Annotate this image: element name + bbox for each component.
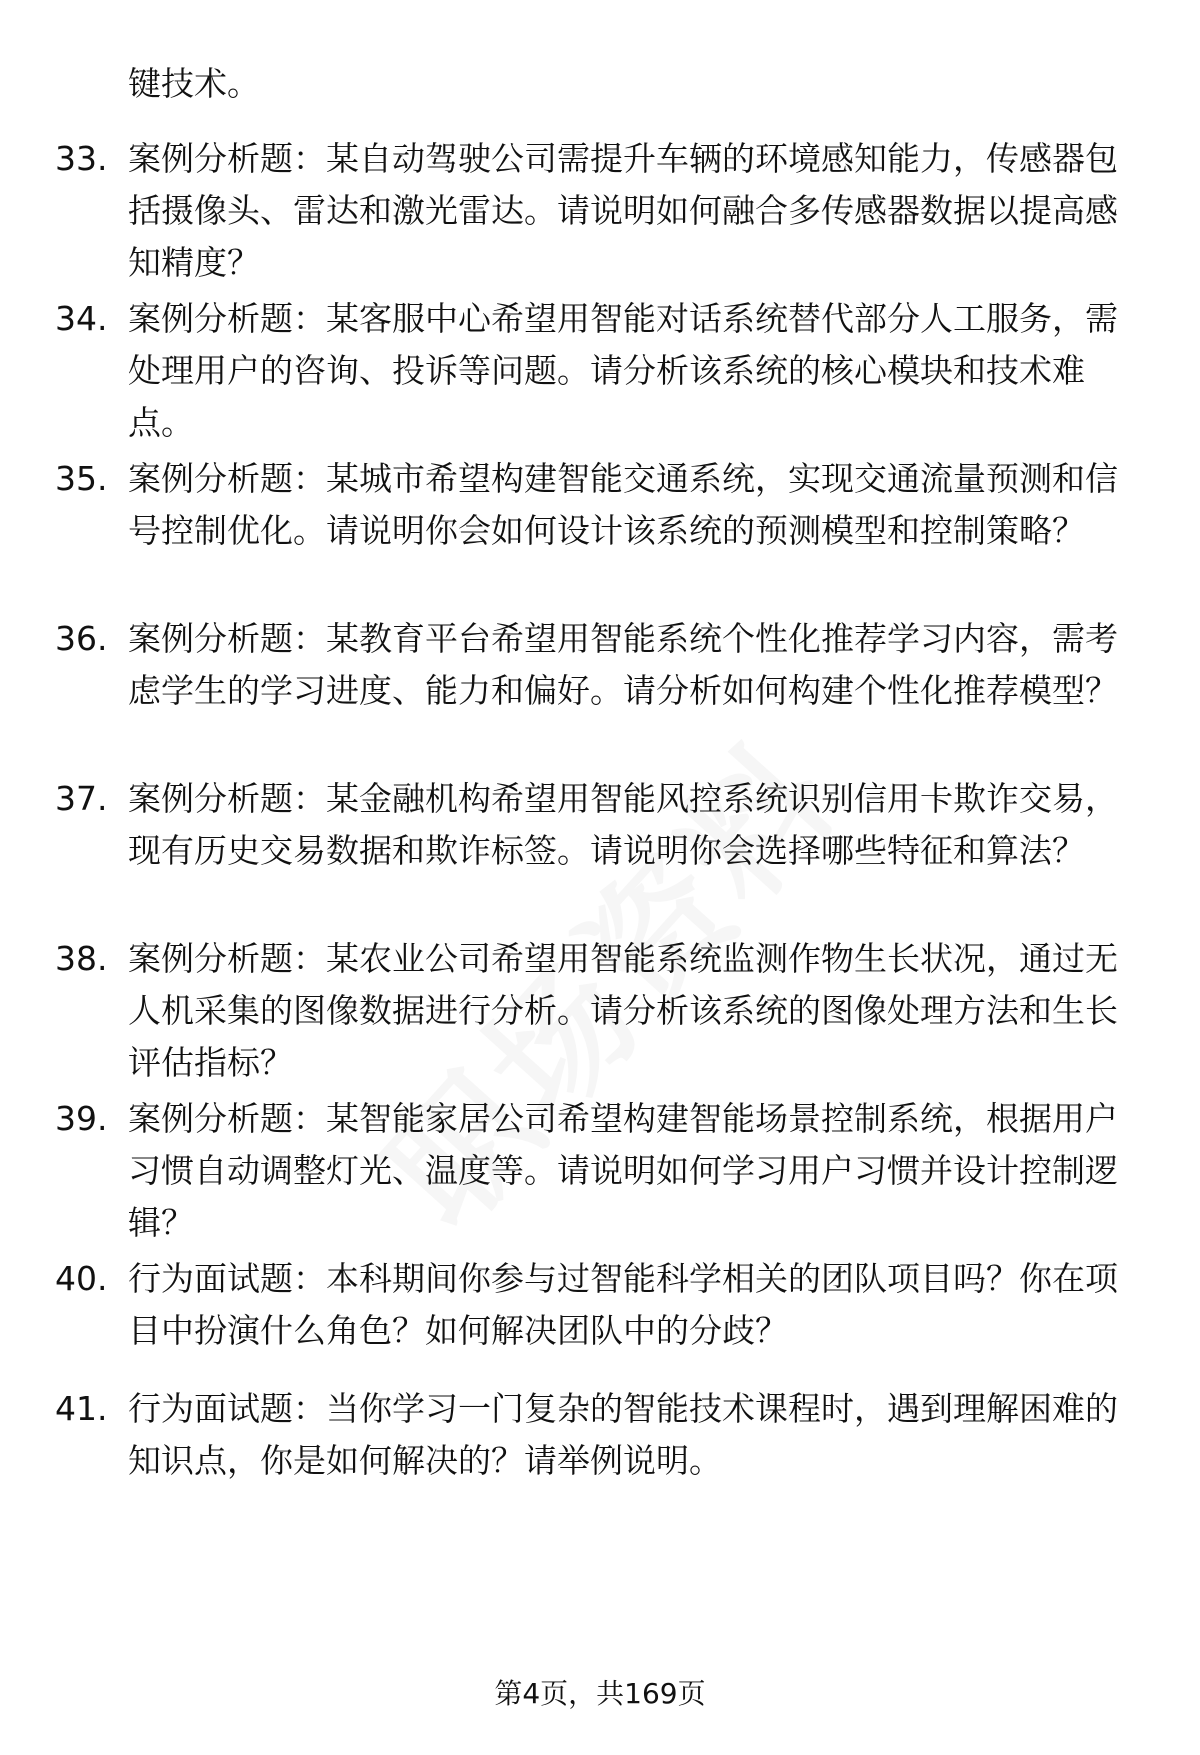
question-number: 36.: [55, 619, 108, 658]
question-number: 38.: [55, 939, 108, 978]
question-text: 案例分析题：某客服中心希望用智能对话系统替代部分人工服务，需处理用户的咨询、投诉等问题。请分析该系统的核心模块和技术难点。: [128, 299, 1118, 442]
question-number: 34.: [55, 299, 108, 338]
question-text: 案例分析题：某教育平台希望用智能系统个性化推荐学习内容，需考虑学生的学习进度、能力和偏好。请分析如何构建个性化推荐模型？: [128, 619, 1118, 710]
page-footer: 第4页，共169页: [494, 1677, 706, 1710]
question-number: 33.: [55, 139, 108, 178]
question-number: 41.: [55, 1389, 108, 1428]
question-text: 案例分析题：某智能家居公司希望构建智能场景控制系统，根据用户习惯自动调整灯光、温度等。请说明如何学习用户习惯并设计控制逻辑？: [128, 1099, 1118, 1242]
continuation-text: 键技术。: [128, 64, 260, 103]
question-text: 行为面试题：当你学习一门复杂的智能技术课程时，遇到理解困难的知识点，你是如何解决的？请举例说明。: [128, 1389, 1118, 1480]
question-text: 案例分析题：某农业公司希望用智能系统监测作物生长状况，通过无人机采集的图像数据进行分析。请分析该系统的图像处理方法和生长评估指标？: [128, 939, 1118, 1082]
question-text: 行为面试题：本科期间你参与过智能科学相关的团队项目吗？你在项目中扮演什么角色？如何解决团队中的分歧？: [128, 1259, 1118, 1350]
question-number: 37.: [55, 779, 108, 818]
question-number: 39.: [55, 1099, 108, 1138]
question-number: 35.: [55, 459, 108, 498]
question-number: 40.: [55, 1259, 108, 1298]
question-text: 案例分析题：某金融机构希望用智能风控系统识别信用卡欺诈交易，现有历史交易数据和欺诈标签。请说明你会选择哪些特征和算法？: [128, 779, 1118, 870]
question-text: 案例分析题：某城市希望构建智能交通系统，实现交通流量预测和信号控制优化。请说明你会如何设计该系统的预测模型和控制策略？: [128, 459, 1118, 550]
question-text: 案例分析题：某自动驾驶公司需提升车辆的环境感知能力，传感器包括摄像头、雷达和激光雷达。请说明如何融合多传感器数据以提高感知精度？: [128, 139, 1118, 282]
